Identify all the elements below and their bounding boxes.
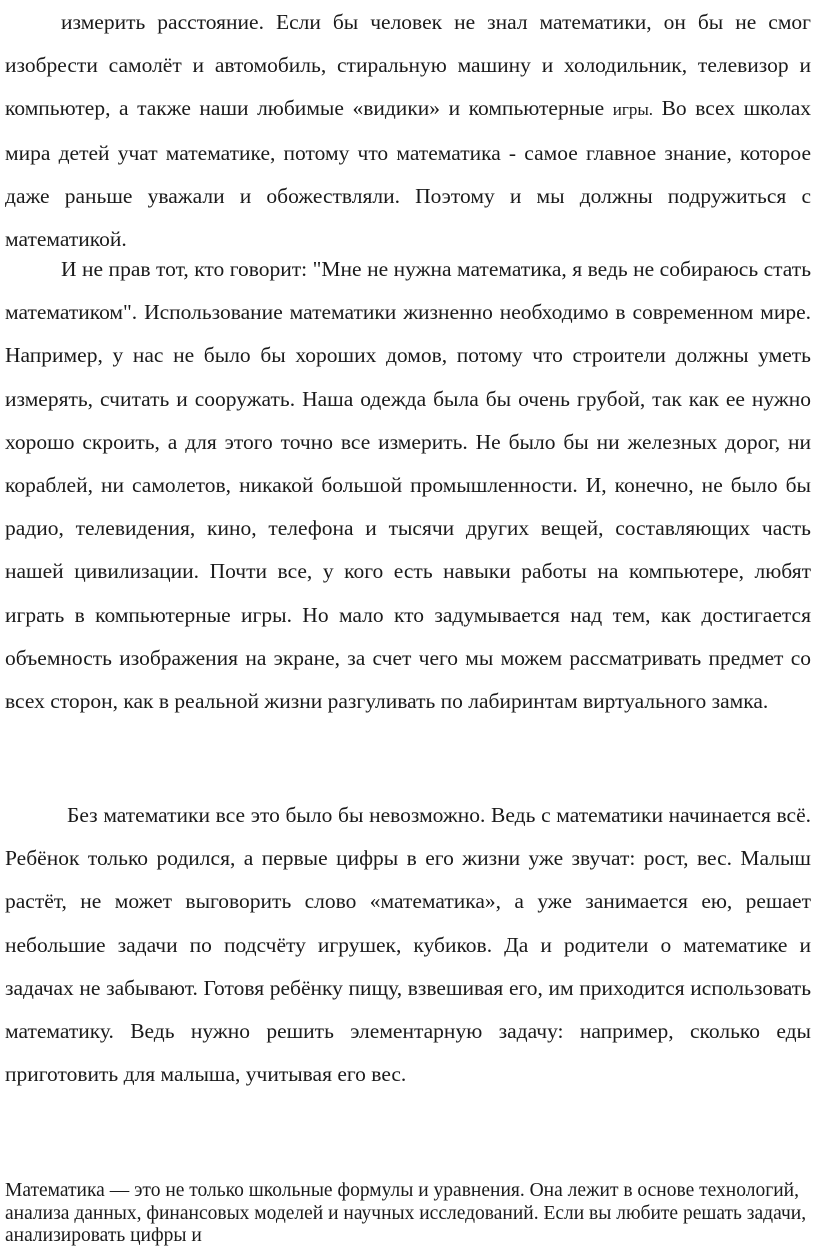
paragraph-1-text-a: измерить расстояние. Если бы человек не знал математики, он бы не смог изобрести самолёт и автомобиль, стиральную машину и холодильник, телевизор и компьютер, а также наши любимые «видики» и компьютерные	[5, 10, 811, 121]
paragraph-1-small-word: игры.	[612, 100, 654, 120]
paragraph-2: И не прав тот, кто говорит: "Мне не нужна математика, я ведь не собираюсь стать математиком". Использование математики жизненно необходимо в современном мире. Например, у нас не было бы хороших домов, потому что строители должны уметь измерять, считать и сооружать. Наша одежда была бы очень грубой, так как ее нужно хорошо скроить, а для этого точно все измерить. Не было бы ни железных дорог, ни кораблей, ни самолетов, никакой большой промышленности. И, конечно, не было бы радио, телевидения, кино, телефона и тысячи других вещей, составляющих часть нашей цивилизации. Почти все, у кого есть навыки работы на компьютере, любят играть в компьютерные игры. Но мало кто задумывается над тем, как достигается объемность изображения на экране, за счет чего мы можем рассматривать предмет со всех сторон, как в реальной жизни разгуливать по лабиринтам виртуального замка.	[5, 257, 811, 714]
paragraph-4: Математика — это не только школьные формулы и уравнения. Она лежит в основе технологий, анализа данных, финансовых моделей и научных исследований. Если вы любите решать задачи, анализировать цифры и	[5, 1180, 807, 1246]
paragraph-1-text-b: Во всех школах мира детей учат математике, потому что математика - самое главное знание, которое даже раньше уважали и обожествляли. Поэтому и мы должны подружиться с математикой.	[5, 96, 812, 252]
paragraph-3: Без математики все это было бы невозможно. Ведь с математики начинается всё. Ребёнок только родился, а первые цифры в его жизни уже звучат: рост, вес. Малыш растёт, не может выговорить слово «математика», а уже занимается ею, решает небольшие задачи по подсчёту игрушек, кубиков. Да и родители о математике и задачах не забывают. Готовя ребёнку пищу, взвешивая его, им приходится использовать математику. Ведь нужно решить элементарную задачу: например, сколько еды приготовить для малыша, учитывая его вес.	[5, 803, 811, 1087]
paragraph-1	[5, 1, 811, 261]
